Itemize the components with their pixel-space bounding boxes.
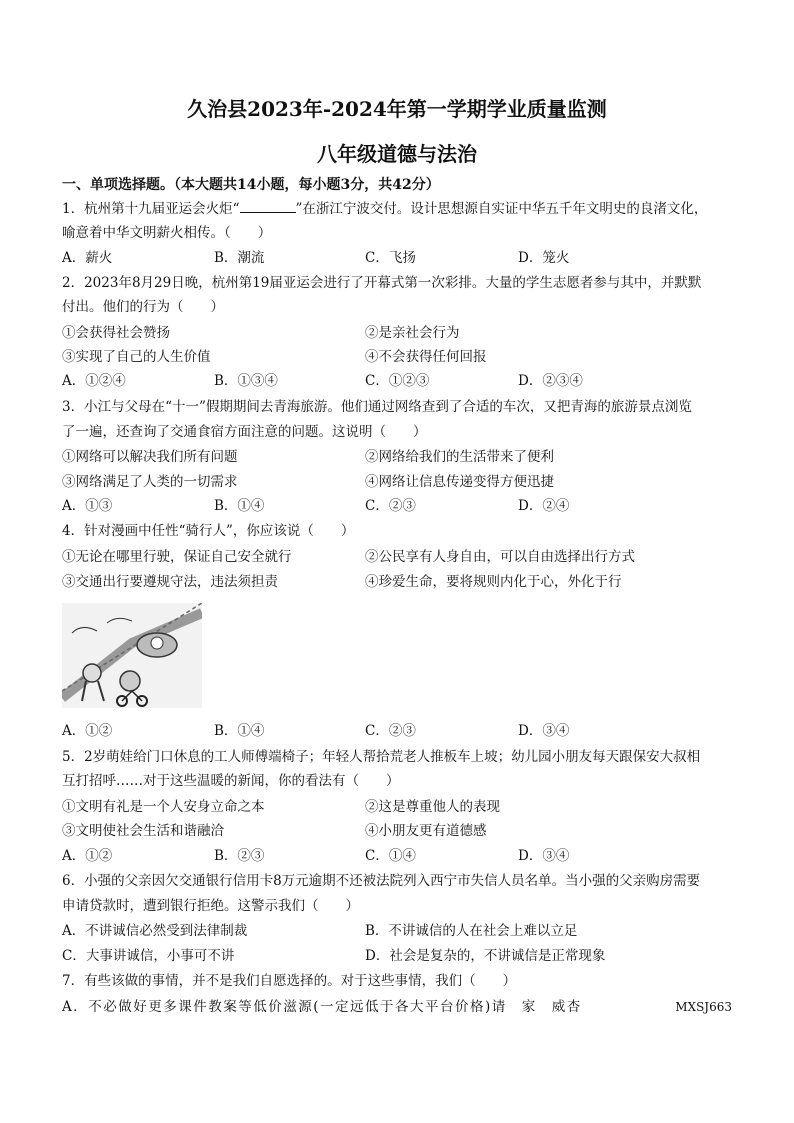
q4-statement-3: ③交通出行要遵规守法，违法须担责 (62, 574, 278, 590)
q3-line1: 3．小江与父母在“十一”假期期间去青海旅游。他们通过网络查到了合适的车次，又把青海的旅游景点浏览 (62, 399, 692, 415)
exam-subtitle: 八年级道德与法治 (317, 142, 477, 166)
q5-statements-row2 (62, 822, 742, 840)
q2-line1: 2．2023年8月29日晚，杭州第19届亚运会进行了开幕式第一次彩排。大量的学生志愿者参与其中，并默默 (62, 275, 702, 291)
footer-code: MXSJ663 (675, 1000, 732, 1014)
q3-options (62, 497, 742, 515)
q2-line2: 付出。他们的行为（ ） (62, 299, 224, 315)
q2-option-b: B．①③④ (214, 373, 278, 389)
q5-option-a: A．①② (62, 848, 113, 864)
q4-options (62, 722, 742, 740)
q6-option-d: D．社会是复杂的，不讲诚信是正常现象 (365, 948, 606, 964)
q5-statement-1: ①文明有礼是一个人安身立命之本 (62, 799, 265, 815)
q3-statement-4: ④网络让信息传递变得方便迅捷 (365, 474, 554, 490)
q3-line2: 了一遍，还查询了交通食宿方面注意的问题。这说明（ ） (62, 424, 427, 440)
q1-line1 (62, 200, 707, 218)
q2-option-c: C．①②③ (365, 373, 430, 389)
q3-statement-2: ②网络给我们的生活带来了便利 (365, 449, 554, 465)
q5-line1: 5．2岁萌娃给门口休息的工人师傅端椅子；年轻人帮拾荒老人推板车上坡；幼儿园小朋友每天跟保安大叔相 (62, 749, 701, 765)
q7-line1: 7．有些该做的事情，并不是我们自愿选择的。对于这些事情，我们（ ） (62, 973, 517, 989)
q4-option-a: A．①② (62, 723, 113, 739)
section-heading: 一、单项选择题。（本大题共14小题，每小题3分，共42分） (62, 177, 440, 193)
q5-options (62, 847, 742, 865)
q1-option-d: D．笼火 (518, 250, 570, 266)
q3-option-a: A．①③ (62, 498, 113, 514)
q2-statement-4: ④不会获得任何回报 (365, 349, 487, 365)
q6-line2: 申请贷款时，遭到银行拒绝。这警示我们（ ） (62, 898, 359, 914)
q4-option-c: C．②③ (365, 723, 416, 739)
q5-option-d: D．③④ (518, 848, 570, 864)
q6-option-a: A．不讲诚信必然受到法律制裁 (62, 923, 248, 939)
q5-statement-2: ②这是尊重他人的表现 (365, 799, 500, 815)
q1-option-c: C．飞扬 (365, 250, 416, 266)
q1-text-before: 1．杭州第十九届亚运会火炬“ (62, 201, 240, 217)
q5-option-c: C．①④ (365, 848, 416, 864)
q5-statement-3: ③文明使社会生活和谐融洽 (62, 823, 224, 839)
q1-option-a: A．薪火 (62, 250, 113, 266)
q1-blank (240, 212, 296, 213)
q5-statements-row1 (62, 798, 742, 816)
q2-options (62, 372, 742, 390)
q1-line2: 喻意着中华文明薪火相传。（ ） (62, 225, 272, 241)
footer-text: A．不必做好更多课件教案等低价滋源(一定远低于各大平台价格)请 家 威杏 (62, 999, 582, 1015)
q2-statement-3: ③实现了自己的人生价值 (62, 349, 211, 365)
q2-statement-2: ②是亲社会行为 (365, 325, 460, 341)
q3-statements-row2 (62, 473, 742, 491)
q2-option-d: D．②③④ (518, 373, 583, 389)
q2-option-a: A．①②④ (62, 373, 126, 389)
q4-statement-4: ④珍爱生命，要将规则内化于心，外化于行 (365, 574, 622, 590)
q3-statement-1: ①网络可以解决我们所有问题 (62, 449, 238, 465)
q1-text-after: ”在浙江宁波交付。设计思想源自实证中华五千年文明史的良渚文化， (295, 201, 708, 217)
q6-option-c: C．大事讲诚信，小事可不讲 (62, 948, 235, 964)
q4-statements-row2 (62, 573, 742, 591)
footer-line (62, 998, 732, 1016)
q5-line2: 互打招呼……对于这些温暖的新闻，你的看法有（ ） (62, 773, 400, 789)
q4-statements-row1 (62, 548, 742, 566)
q4-statement-1: ①无论在哪里行驶，保证自己安全就行 (62, 549, 292, 565)
q4-option-d: D．③④ (518, 723, 570, 739)
q4-line1: 4．针对漫画中任性“骑行人”，你应该说（ ） (62, 523, 355, 539)
cartoon-rider-illustration (62, 603, 202, 708)
q6-options-row2 (62, 947, 742, 965)
q3-option-b: B．①④ (214, 498, 265, 514)
q3-statement-3: ③网络满足了人类的一切需求 (62, 474, 238, 490)
q3-statements-row1 (62, 448, 742, 466)
q3-option-c: C．②③ (365, 498, 416, 514)
q6-line1: 6．小强的父亲因欠交通银行信用卡8万元逾期不还被法院列入西宁市失信人员名单。当小强的父亲购房需要 (62, 873, 701, 889)
q6-option-b: B．不讲诚信的人在社会上难以立足 (365, 923, 578, 939)
q1-options (62, 249, 742, 267)
q5-statement-4: ④小朋友更有道德感 (365, 823, 487, 839)
q3-option-d: D．②④ (518, 498, 570, 514)
q1-option-b: B．潮流 (214, 250, 265, 266)
q2-statement-1: ①会获得社会赞扬 (62, 325, 170, 341)
q4-statement-2: ②公民享有人身自由，可以自由选择出行方式 (365, 549, 635, 565)
q2-statements-row1 (62, 324, 742, 342)
q6-options-row1 (62, 922, 742, 940)
exam-title: 久治县2023年-2024年第一学期学业质量监测 (187, 97, 607, 121)
q4-option-b: B．①④ (214, 723, 265, 739)
q2-statements-row2 (62, 348, 742, 366)
q5-option-b: B．②③ (214, 848, 265, 864)
